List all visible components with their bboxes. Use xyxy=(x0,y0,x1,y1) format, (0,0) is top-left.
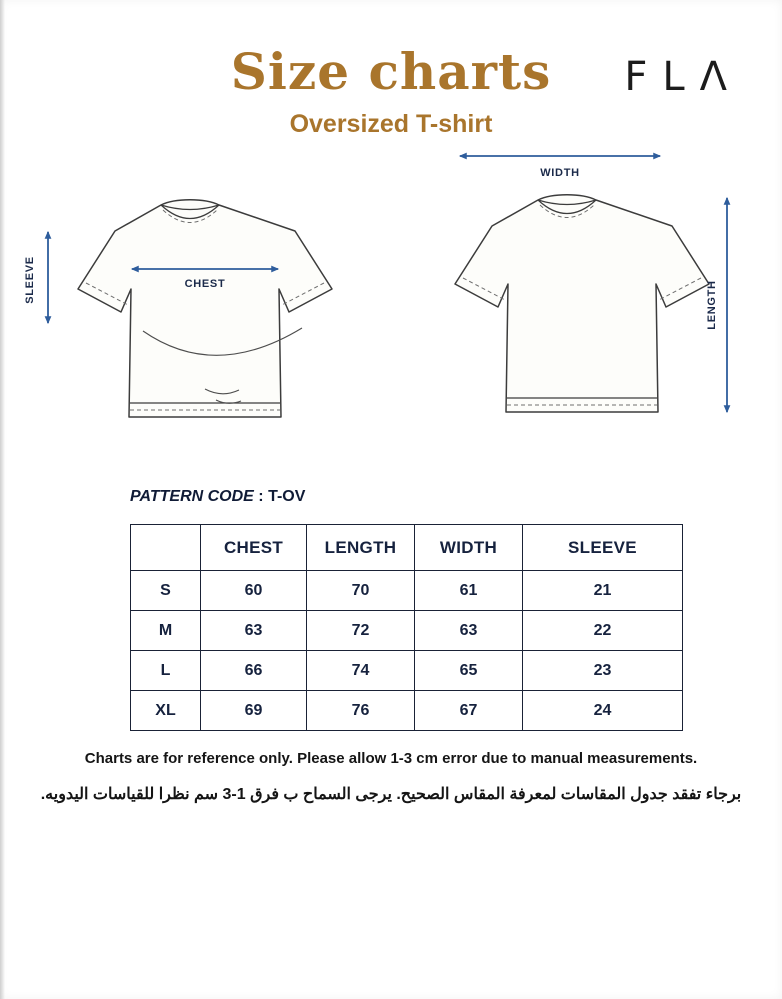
size-cell: M xyxy=(131,611,201,651)
table-row xyxy=(131,611,683,651)
length-cell: 76 xyxy=(307,691,415,731)
size-cell: S xyxy=(131,571,201,611)
length-cell: 70 xyxy=(307,571,415,611)
back-shirt-diagram xyxy=(415,140,760,435)
length-cell: 74 xyxy=(307,651,415,691)
width-cell: 63 xyxy=(415,611,523,651)
disclaimer-arabic: برجاء تفقد جدول المقاسات لمعرفة المقاس الصحيح. يرجى السماح ب فرق 1-3 سم نظرا للقياسات اليدويه. xyxy=(40,786,742,803)
pattern-code xyxy=(130,488,305,506)
sleeve-cell: 21 xyxy=(523,571,683,611)
chest-label: CHEST xyxy=(184,278,226,290)
length-cell: 72 xyxy=(307,611,415,651)
front-shirt-diagram xyxy=(20,185,350,435)
corner-cell xyxy=(131,525,201,571)
size-cell: XL xyxy=(131,691,201,731)
size-cell: L xyxy=(131,651,201,691)
brand-logo: FLΛ xyxy=(624,54,742,100)
chest-cell: 63 xyxy=(201,611,307,651)
table-row xyxy=(131,651,683,691)
front-shirt-outline xyxy=(78,200,332,417)
page-title: Size charts xyxy=(230,42,552,101)
pattern-code-label: PATTERN CODE xyxy=(130,488,254,505)
col-header-chest: CHEST xyxy=(201,525,307,571)
back-shirt-outline xyxy=(455,195,709,412)
sleeve-cell: 23 xyxy=(523,651,683,691)
col-header-width: WIDTH xyxy=(415,525,523,571)
table-row xyxy=(131,691,683,731)
size-table-header-row xyxy=(131,525,683,571)
disclaimer-english: Charts are for reference only. Please allow 1-3 cm error due to manual measurements. xyxy=(84,750,698,767)
width-label: WIDTH xyxy=(540,167,580,179)
sleeve-label: SLEEVE xyxy=(24,256,36,304)
col-header-sleeve: SLEEVE xyxy=(523,525,683,571)
sleeve-cell: 22 xyxy=(523,611,683,651)
sleeve-cell: 24 xyxy=(523,691,683,731)
size-table xyxy=(130,524,683,731)
width-cell: 65 xyxy=(415,651,523,691)
width-cell: 67 xyxy=(415,691,523,731)
chest-cell: 60 xyxy=(201,571,307,611)
length-label: LENGTH xyxy=(706,280,718,330)
width-cell: 61 xyxy=(415,571,523,611)
col-header-length: LENGTH xyxy=(307,525,415,571)
page-subtitle: Oversized T-shirt xyxy=(289,110,493,138)
table-row xyxy=(131,571,683,611)
pattern-code-separator: : xyxy=(253,488,269,505)
chest-cell: 66 xyxy=(201,651,307,691)
pattern-code-value: T-OV xyxy=(268,488,306,505)
chest-cell: 69 xyxy=(201,691,307,731)
